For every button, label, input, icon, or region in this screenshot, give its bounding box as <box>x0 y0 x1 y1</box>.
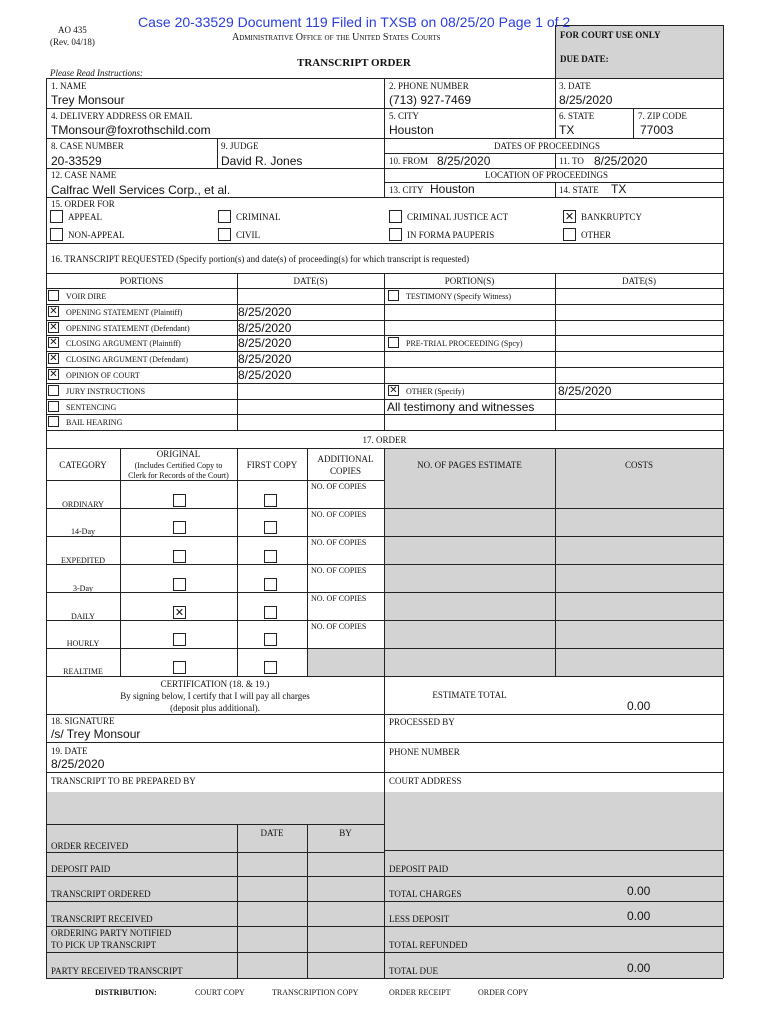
dist-order-receipt: ORDER RECEIPT <box>389 988 451 997</box>
to-label: 11. TO <box>559 156 584 166</box>
other-checkbox[interactable]: ✕ <box>389 385 398 396</box>
portion-checkbox[interactable]: ✕ <box>49 337 58 348</box>
transcript-ordered: TRANSCRIPT ORDERED <box>51 889 151 899</box>
order-for-criminal-checkbox[interactable] <box>218 210 231 223</box>
portion-checkbox[interactable] <box>48 401 59 412</box>
category-hourly: HOURLY <box>66 639 100 648</box>
first-copy-daily-checkbox[interactable] <box>264 606 277 619</box>
portion-checkbox[interactable] <box>48 416 59 427</box>
order-for-civil-label: CIVIL <box>236 230 260 240</box>
state-label: 6. STATE <box>559 111 595 121</box>
order-for-other-label: OTHER <box>581 230 611 240</box>
original-expedited-checkbox[interactable] <box>173 550 186 563</box>
court-use-only: FOR COURT USE ONLY <box>560 30 661 40</box>
original-realtime-checkbox[interactable] <box>173 661 186 674</box>
estimate-total-label: ESTIMATE TOTAL <box>432 690 507 700</box>
original-14-day-checkbox[interactable] <box>173 521 186 534</box>
portion-label: BAIL HEARING <box>66 418 123 427</box>
col-first-copy: FIRST COPY <box>246 460 298 470</box>
order-for-label: 15. ORDER FOR <box>51 199 115 209</box>
cert-line-1: By signing below, I certify that I will pay all charges <box>120 691 310 701</box>
category-realtime: REALTIME <box>63 667 103 676</box>
from-field[interactable]: 8/25/2020 <box>437 154 491 168</box>
portion-date[interactable]: 8/25/2020 <box>238 321 292 335</box>
dates-header: DATES OF PROCEEDINGS <box>494 141 601 151</box>
sig-date-field[interactable]: 8/25/2020 <box>51 757 105 771</box>
portion-label: VOIR DIRE <box>66 292 107 301</box>
category-expedited: EXPEDITED <box>61 556 105 565</box>
transcript-received: TRANSCRIPT RECEIVED <box>51 914 153 924</box>
dist-transcription-copy: TRANSCRIPTION COPY <box>272 988 359 997</box>
realtime-copies-shade <box>307 648 384 676</box>
phone-field[interactable]: (713) 927-7469 <box>389 93 472 107</box>
phone-number-label: PHONE NUMBER <box>389 747 460 757</box>
first-copy-realtime-checkbox[interactable] <box>264 661 277 674</box>
court-address-shade <box>384 792 723 850</box>
order-for-appeal-checkbox[interactable] <box>50 210 63 223</box>
instructions-note: Please Read Instructions: <box>50 68 143 78</box>
col-original: ORIGINAL <box>156 449 201 459</box>
to-field[interactable]: 8/25/2020 <box>594 154 648 168</box>
order-for-civil-checkbox[interactable] <box>218 228 231 241</box>
first-copy-hourly-checkbox[interactable] <box>264 633 277 646</box>
date-label: 3. DATE <box>559 81 591 91</box>
order-for-criminal-label: CRIMINAL <box>236 212 281 222</box>
col-dates-2: DATE(S) <box>622 276 656 286</box>
deposit-paid-right: DEPOSIT PAID <box>389 864 449 874</box>
first-copy-3-day-checkbox[interactable] <box>264 578 277 591</box>
no-of-copies-label: NO. OF COPIES <box>311 622 367 631</box>
zip-field[interactable]: 77003 <box>640 123 674 137</box>
no-of-copies-label: NO. OF COPIES <box>311 538 367 547</box>
order-label: 17. ORDER <box>362 435 407 445</box>
order-for-non-appeal-label: NON-APPEAL <box>68 230 125 240</box>
category-ordinary: ORDINARY <box>62 500 104 509</box>
first-copy-expedited-checkbox[interactable] <box>264 550 277 563</box>
category-daily: DAILY <box>70 612 96 621</box>
col-additional: ADDITIONAL <box>317 454 374 464</box>
col-original-note: (Includes Certified Copy to <box>134 461 223 470</box>
portion-date[interactable]: 8/25/2020 <box>238 368 292 382</box>
col-portions-2: PORTION(S) <box>444 276 495 286</box>
category-3-day: 3-Day <box>73 584 93 593</box>
requested-label: 16. TRANSCRIPT REQUESTED (Specify portion(s) and date(s) of proceeding(s) for which transcript is requested) <box>51 254 470 264</box>
col-portions: PORTIONS <box>119 276 164 286</box>
date-field[interactable]: 8/25/2020 <box>559 93 613 107</box>
no-of-copies-label: NO. OF COPIES <box>311 510 367 519</box>
order-for-non-appeal-checkbox[interactable] <box>50 228 63 241</box>
portion-checkbox[interactable] <box>48 385 59 396</box>
col-category: CATEGORY <box>59 460 107 470</box>
email-field[interactable]: TMonsour@foxrothschild.com <box>51 123 211 137</box>
total-due-label: TOTAL DUE <box>389 966 439 976</box>
portion-checkbox[interactable]: ✕ <box>49 369 58 380</box>
original-ordinary-checkbox[interactable] <box>173 494 186 507</box>
order-for-appeal-label: APPEAL <box>68 212 103 222</box>
form-revision: (Rev. 04/18) <box>50 37 95 47</box>
first-copy-ordinary-checkbox[interactable] <box>264 494 277 507</box>
portion-label: OPENING STATEMENT (Plaintiff) <box>66 308 183 317</box>
portion-label: SENTENCING <box>66 403 117 412</box>
pretrial-checkbox[interactable] <box>388 337 399 348</box>
portion-checkbox[interactable]: ✕ <box>49 322 58 333</box>
other-label: OTHER (Specify) <box>406 387 465 396</box>
name-field[interactable]: Trey Monsour <box>51 93 125 107</box>
original-daily-checkbox[interactable]: ✕ <box>174 606 185 619</box>
portion-checkbox[interactable] <box>48 290 59 301</box>
loc-state-field[interactable]: TX <box>611 182 627 196</box>
ordering-party-notified: ORDERING PARTY NOTIFIED <box>51 928 172 938</box>
original-3-day-checkbox[interactable] <box>173 578 186 591</box>
portion-label: OPINION OF COURT <box>66 371 140 380</box>
case-name-label: 12. CASE NAME <box>51 170 117 180</box>
order-for-in-forma-pauperis-checkbox[interactable] <box>389 228 402 241</box>
testimony-checkbox[interactable] <box>388 290 399 301</box>
cert-line-2: (deposit plus additional). <box>170 703 260 713</box>
order-for-in-forma-pauperis-label: IN FORMA PAUPERIS <box>407 230 495 240</box>
col-track-date: DATE <box>260 828 284 838</box>
no-of-copies-label: NO. OF COPIES <box>311 566 367 575</box>
loc-state-label: 14. STATE <box>559 185 599 195</box>
city-label: 5. CITY <box>389 111 419 121</box>
order-for-bankruptcy-checkbox[interactable]: ✕ <box>564 210 575 223</box>
portion-date[interactable]: 8/25/2020 <box>238 305 292 319</box>
category-14-day: 14-Day <box>71 527 95 536</box>
portion-label: CLOSING ARGUMENT (Defendant) <box>66 355 189 364</box>
case-name-field[interactable]: Calfrac Well Services Corp., et al. <box>51 183 231 197</box>
dist-order-copy: ORDER COPY <box>478 988 529 997</box>
state-field[interactable]: TX <box>559 123 575 137</box>
portion-label: OPENING STATEMENT (Defendant) <box>66 324 190 333</box>
order-for-bankruptcy-label: BANKRUPTCY <box>581 212 643 222</box>
signature-label: 18. SIGNATURE <box>51 716 115 726</box>
no-of-copies-label: NO. OF COPIES <box>311 594 367 603</box>
distribution-label: DISTRIBUTION: <box>95 988 157 997</box>
to-pick-up-transcript: TO PICK UP TRANSCRIPT <box>51 940 157 950</box>
case-number-label: 8. CASE NUMBER <box>51 141 124 151</box>
form-number: AO 435 <box>58 25 87 35</box>
loc-city-field[interactable]: Houston <box>430 182 475 196</box>
no-of-copies-label: NO. OF COPIES <box>311 482 367 491</box>
order-for-criminal-justice-act-checkbox[interactable] <box>389 210 402 223</box>
pages-cost-shade <box>384 448 723 676</box>
due-date-label: DUE DATE: <box>560 54 609 64</box>
first-copy-14-day-checkbox[interactable] <box>264 521 277 534</box>
court-address-label: COURT ADDRESS <box>389 776 462 786</box>
processed-by: PROCESSED BY <box>389 717 455 727</box>
portion-date[interactable]: 8/25/2020 <box>238 336 292 350</box>
judge-field[interactable]: David R. Jones <box>221 154 303 168</box>
portion-label: JURY INSTRUCTIONS <box>66 387 146 396</box>
signature-field[interactable]: /s/ Trey Monsour <box>51 727 141 741</box>
judge-label: 9. JUDGE <box>221 141 259 151</box>
loc-city-label: 13. CITY <box>389 185 424 195</box>
phone-label: 2. PHONE NUMBER <box>389 81 469 91</box>
col-track-by: BY <box>339 828 352 838</box>
filing-stamp: Case 20-33529 Document 119 Filed in TXSB on 08/25/20 Page 1 of 2 <box>138 14 571 30</box>
order-for-criminal-justice-act-label: CRIMINAL JUSTICE ACT <box>407 212 509 222</box>
portion-label: CLOSING ARGUMENT (Plaintiff) <box>66 339 181 348</box>
col-additional-2: COPIES <box>329 466 361 476</box>
pretrial-label: PRE-TRIAL PROCEEDING (Spcy) <box>406 339 523 348</box>
total-charges[interactable]: 0.00 <box>627 884 651 898</box>
dist-court-copy: COURT COPY <box>195 988 245 997</box>
testimony-label: TESTIMONY (Specify Witness) <box>406 292 511 301</box>
sig-date-label: 19. DATE <box>51 746 88 756</box>
case-number-field[interactable]: 20-33529 <box>51 154 102 168</box>
location-header: LOCATION OF PROCEEDINGS <box>485 170 609 180</box>
less-deposit[interactable]: 0.00 <box>627 909 651 923</box>
original-hourly-checkbox[interactable] <box>173 633 186 646</box>
email-label: 4. DELIVERY ADDRESS OR EMAIL <box>51 111 193 121</box>
other-specify[interactable]: All testimony and witnesses <box>387 400 535 414</box>
col-original-note-2: Clerk for Records of the Court) <box>128 471 229 480</box>
estimate-total[interactable]: 0.00 <box>627 699 651 713</box>
total-refunded-label: TOTAL REFUNDED <box>389 940 468 950</box>
portion-checkbox[interactable]: ✕ <box>49 353 58 364</box>
page-title: TRANSCRIPT ORDER <box>297 57 411 69</box>
col-pages: NO. OF PAGES ESTIMATE <box>417 460 522 470</box>
less-deposit-label: LESS DEPOSIT <box>389 914 450 924</box>
prepared-by-shade <box>46 792 384 824</box>
portion-date[interactable]: 8/25/2020 <box>238 352 292 366</box>
agency-name: Administrative Office of the United States Courts <box>232 32 441 43</box>
prepared-by-label: TRANSCRIPT TO BE PREPARED BY <box>51 776 196 786</box>
col-costs: COSTS <box>624 460 653 470</box>
party-received-transcript: PARTY RECEIVED TRANSCRIPT <box>51 966 183 976</box>
portion-checkbox[interactable]: ✕ <box>49 306 58 317</box>
zip-label: 7. ZIP CODE <box>638 111 687 121</box>
deposit-paid-left: DEPOSIT PAID <box>51 864 111 874</box>
col-dates: DATE(S) <box>293 276 328 286</box>
total-charges-label: TOTAL CHARGES <box>389 889 462 899</box>
order-for-other-checkbox[interactable] <box>563 228 576 241</box>
name-label: 1. NAME <box>51 81 87 91</box>
total-due[interactable]: 0.00 <box>627 961 651 975</box>
other-date[interactable]: 8/25/2020 <box>558 384 612 398</box>
from-label: 10. FROM <box>389 156 429 166</box>
city-field[interactable]: Houston <box>389 123 434 137</box>
order-received: ORDER RECEIVED <box>51 841 129 851</box>
cert-title: CERTIFICATION (18. & 19.) <box>160 679 270 689</box>
